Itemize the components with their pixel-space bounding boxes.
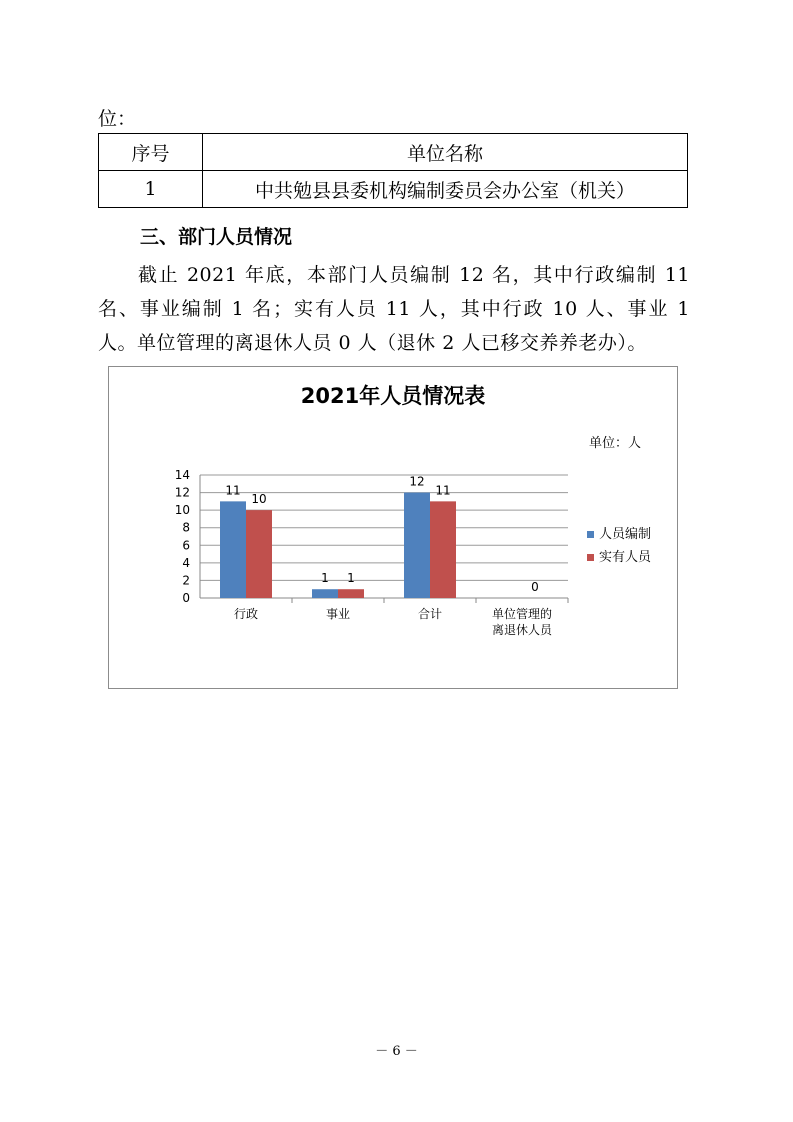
bar-chart xyxy=(109,367,677,688)
data-label: 11 xyxy=(435,483,451,498)
y-tick-label: 12 xyxy=(174,485,190,500)
bar xyxy=(220,501,246,598)
y-tick-label: 8 xyxy=(182,520,190,535)
units-table xyxy=(98,133,688,208)
chart-unit-note: 单位：人 xyxy=(589,436,642,451)
table-header-row xyxy=(99,134,688,171)
body-paragraph: 截止 2021 年底，本部门人员编制 12 名，其中行政编制 11 名、事业编制 1 名；实有人员 11 人，其中行政 10 人、事业 1 人。单位管理的离退休人员 0 人（退休 2 人已移交养养老办）。 xyxy=(98,264,690,354)
y-tick-label: 6 xyxy=(182,538,190,553)
x-tick-label: 离退休人员 xyxy=(491,623,553,637)
x-tick-label: 合计 xyxy=(417,607,443,621)
bar xyxy=(430,501,456,598)
legend-swatch xyxy=(587,554,594,561)
page-number: － 6 － xyxy=(375,1044,418,1059)
y-tick-label: 14 xyxy=(174,468,190,482)
intro-fragment: 位： xyxy=(98,108,137,130)
y-tick-label: 2 xyxy=(182,573,190,588)
legend-label: 实有人员 xyxy=(599,550,652,565)
data-label: 10 xyxy=(251,492,267,507)
data-label: 1 xyxy=(321,571,329,586)
bar xyxy=(404,493,430,598)
x-tick-label: 事业 xyxy=(325,607,351,621)
data-label: 11 xyxy=(225,483,241,498)
y-tick-label: 10 xyxy=(174,503,190,518)
y-tick-label: 0 xyxy=(182,591,190,605)
bar xyxy=(312,589,338,598)
data-label: 0 xyxy=(531,580,539,594)
chart-title: 2021年人员情况表 xyxy=(300,384,486,408)
table-row xyxy=(99,171,688,208)
section-heading: 三、部门人员情况 xyxy=(140,226,293,248)
x-tick-label: 单位管理的 xyxy=(491,607,553,621)
cell-unit-name: 中共勉县县委机构编制委员会办公室（机关） xyxy=(203,171,688,208)
cell-seq: 1 xyxy=(99,171,203,208)
chart-container xyxy=(108,366,678,689)
data-label: 1 xyxy=(347,571,355,586)
bar xyxy=(246,510,272,598)
x-tick-label: 行政 xyxy=(233,607,259,621)
header-unit-name: 单位名称 xyxy=(203,134,688,171)
y-tick-label: 4 xyxy=(182,555,190,570)
data-label: 12 xyxy=(409,474,425,489)
header-seq: 序号 xyxy=(99,134,203,171)
legend-label: 人员编制 xyxy=(599,527,652,542)
legend-swatch xyxy=(587,531,594,538)
bar xyxy=(338,589,364,598)
